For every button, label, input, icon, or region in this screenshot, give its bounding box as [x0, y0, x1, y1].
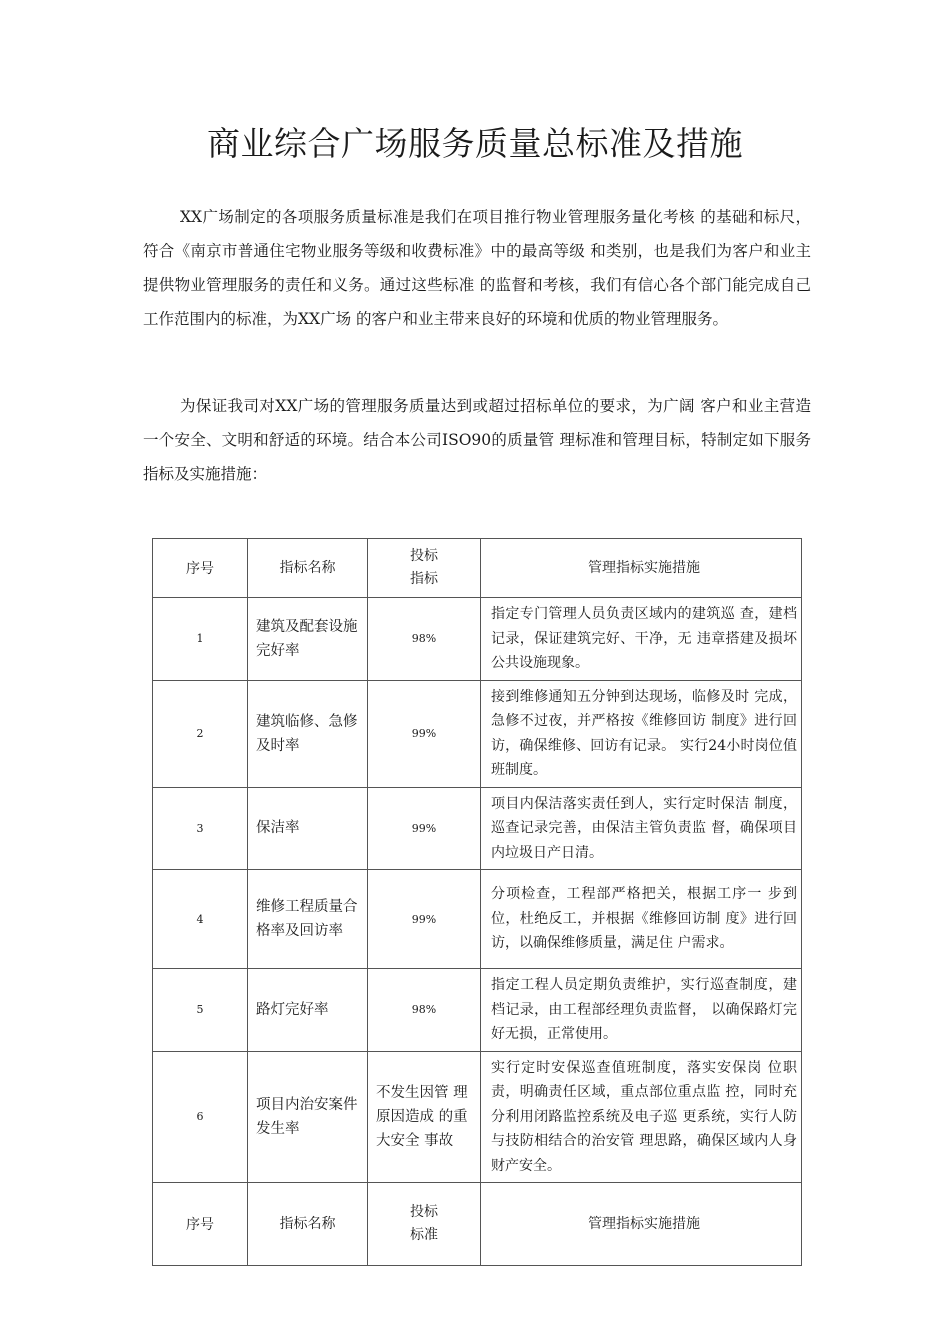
header-target: 投标 指标 — [368, 539, 481, 598]
row-measure: 分项检查，工程部严格把关，根据工序一 步到位，杜绝反工，并根据《维修回访制 度》进行回访，以确保维修质量，满足住 户需求。 — [481, 870, 802, 969]
row-no: 5 — [153, 969, 248, 1052]
row-name: 建筑临修、急修及时率 — [248, 680, 368, 787]
table-row — [153, 680, 802, 787]
page-title: 商业综合广场服务质量总标准及措施 — [207, 124, 743, 163]
header-measure: 管理指标实施措施 — [481, 1183, 802, 1266]
row-measure: 指定专门管理人员负责区域内的建筑巡 查，建档记录，保证建筑完好、干净，无 违章搭建及损坏公共设施现象。 — [481, 598, 802, 681]
service-standards-table — [152, 538, 802, 1266]
row-name: 路灯完好率 — [248, 969, 368, 1052]
row-no: 4 — [153, 870, 248, 969]
header-no: 序号 — [153, 539, 248, 598]
header-name: 指标名称 — [248, 1183, 368, 1266]
row-no: 3 — [153, 787, 248, 870]
table-row — [153, 969, 802, 1052]
table-repeat-header-row — [153, 1183, 802, 1266]
row-target: 98% — [368, 598, 481, 681]
row-name: 建筑及配套设施完好率 — [248, 598, 368, 681]
intro-paragraph: XX广场制定的各项服务质量标准是我们在项目推行物业管理服务量化考核 的基础和标尺，符合《南京市普通住宅物业服务等级和收费标准》中的最高等级 和类别，也是我们为客户和业主提供物业管理服务的责任和义务。通过这些标准 的监督和考核，我们有信心各个部门能完成自己工作范围内的标准，为XX广场 的客户和业主带来良好的环境和优质的物业管理服务。 — [143, 208, 811, 328]
row-no: 6 — [153, 1051, 248, 1183]
row-name: 保洁率 — [248, 787, 368, 870]
row-no: 1 — [153, 598, 248, 681]
header-no: 序号 — [153, 1183, 248, 1266]
row-target: 99% — [368, 870, 481, 969]
row-target: 99% — [368, 680, 481, 787]
row-measure: 指定工程人员定期负责维护，实行巡查制度，建档记录，由工程部经理负责监督， 以确保路灯完好无损，正常使用。 — [481, 969, 802, 1052]
row-measure: 实行定时安保巡查值班制度，落实安保岗 位职责，明确责任区域，重点部位重点监 控，同时充分利用闭路监控系统及电子巡 更系统，实行人防与技防相结合的治安管 理思路，确保区域内人身财产安全。 — [481, 1051, 802, 1183]
row-target: 98% — [368, 969, 481, 1052]
table-header-row — [153, 539, 802, 598]
row-measure: 接到维修通知五分钟到达现场，临修及时 完成，急修不过夜，并严格按《维修回访 制度》进行回访，确保维修、回访有记录。 实行24小时岗位值班制度。 — [481, 680, 802, 787]
table-row — [153, 598, 802, 681]
table-row — [153, 870, 802, 969]
row-no: 2 — [153, 680, 248, 787]
row-target: 99% — [368, 787, 481, 870]
row-target: 不发生因管 理原因造成 的重大安全 事故 — [368, 1051, 481, 1183]
row-measure: 项目内保洁落实责任到人，实行定时保洁 制度，巡查记录完善，由保洁主管负责监 督，确保项目内垃圾日产日清。 — [481, 787, 802, 870]
table-row — [153, 787, 802, 870]
row-name: 项目内治安案件发生率 — [248, 1051, 368, 1183]
row-name: 维修工程质量合格率及回访率 — [248, 870, 368, 969]
purpose-paragraph: 为保证我司对XX广场的管理服务质量达到或超过招标单位的要求，为广阔 客户和业主营造一个安全、文明和舒适的环境。结合本公司ISO90的质量管 理标准和管理目标，特制定如下服务指标及实施措施： — [143, 397, 811, 483]
header-measure: 管理指标实施措施 — [481, 539, 802, 598]
table-row — [153, 1051, 802, 1183]
header-name: 指标名称 — [248, 539, 368, 598]
header-target: 投标 标准 — [368, 1183, 481, 1266]
